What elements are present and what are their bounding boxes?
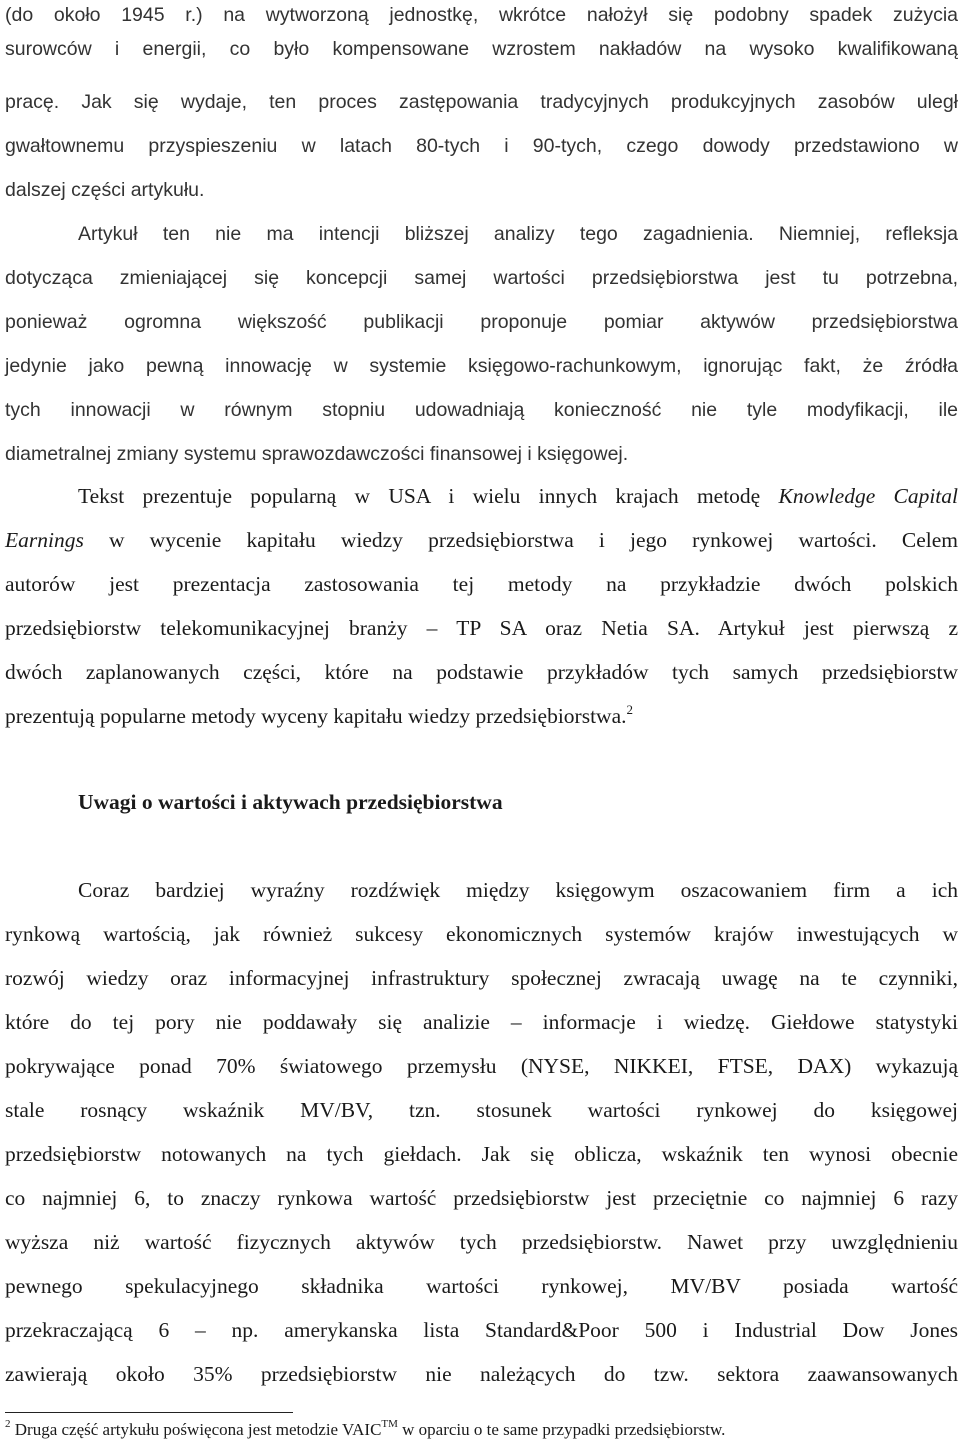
footnote-text: Druga część artykułu poświęcona jest metodzie VAIC — [14, 1420, 382, 1439]
footnote — [5, 1418, 725, 1442]
paragraph-3-line — [5, 525, 958, 555]
paragraph-4-line: Coraz bardziej wyraźny rozdźwięk między księgowym oszacowaniem firm a ich — [78, 878, 958, 902]
paragraph-4-line: wyższa niż wartość fizycznych aktywów tych przedsiębiorstw. Nawet przy uwzględnieniu — [5, 1230, 958, 1254]
paragraph-3-line: dwóch zaplanowanych części, które na podstawie przykładów tych samych przedsiębiorstw — [5, 660, 958, 684]
paragraph-intro-line: surowców i energii, co było kompensowane wzrostem nakładów na wysoko kwalifikowaną — [5, 38, 958, 60]
footnote-separator — [5, 1412, 293, 1413]
footnote-reference[interactable]: 2 — [626, 702, 633, 717]
paragraph-4-line: rozwój wiedzy oraz informacyjnej infrastruktury społecznej zwracają uwagę na te czynniki, — [5, 966, 958, 990]
paragraph-3-text: w wycenie kapitału wiedzy przedsiębiorstwa i jego rynkowej wartości. Celem — [109, 528, 958, 552]
footnote-number: 2 — [5, 1418, 11, 1430]
method-name: Earnings — [5, 528, 84, 552]
paragraph-2-line: diametralnej zmiany systemu sprawozdawczości finansowej i księgowej. — [5, 443, 629, 465]
paragraph-3-text: Tekst prezentuje popularną w USA i wielu innych krajach metodę — [78, 484, 761, 508]
paragraph-3-last-line — [5, 701, 958, 731]
paragraph-4-line: zawierają około 35% przedsiębiorstw nie należących do tzw. sektora zaawansowanych — [5, 1362, 958, 1386]
paragraph-4-line: które do tej pory nie poddawały się analizie – informacje i wiedzę. Giełdowe statystyki — [5, 1010, 958, 1034]
paragraph-2-line: jedynie jako pewną innowację w systemie księgowo-rachunkowym, ignorując fakt, że źródła — [5, 355, 958, 377]
paragraph-2-line: ponieważ ogromna większość publikacji proponuje pomiar aktywów przedsiębiorstwa — [5, 311, 958, 333]
section-heading: Uwagi o wartości i aktywach przedsiębiorstwa — [78, 790, 503, 814]
paragraph-4-line: pewnego spekulacyjnego składnika wartości rynkowej, MV/BV posiada wartość — [5, 1274, 958, 1298]
footnote-text: w oparciu o te same przypadki przedsiębiorstw. — [397, 1420, 726, 1439]
paragraph-4-line: pokrywające ponad 70% światowego przemysłu (NYSE, NIKKEI, FTSE, DAX) wykazują — [5, 1054, 958, 1078]
trademark-symbol: TM — [381, 1418, 398, 1430]
paragraph-4-line: przedsiębiorstw notowanych na tych giełdach. Jak się oblicza, wskaźnik ten wynosi obecnie — [5, 1142, 958, 1166]
paragraph-3-line: autorów jest prezentacja zastosowania tej metody na przykładzie dwóch polskich — [5, 572, 958, 596]
paragraph-3-line: przedsiębiorstw telekomunikacyjnej branży – TP SA oraz Netia SA. Artykuł jest pierwszą z — [5, 616, 958, 640]
paragraph-2-line: dotycząca zmieniającej się koncepcji samej wartości przedsiębiorstwa jest tu potrzebna, — [5, 267, 958, 289]
paragraph-2-sentence: Artykuł ten nie ma intencji bliższej analizy tego zagadnienia. — [78, 223, 754, 245]
paragraph-4-line: stale rosnący wskaźnik MV/BV, tzn. stosunek wartości rynkowej do księgowej — [5, 1098, 958, 1122]
paragraph-2-sentence: Niemniej, refleksja — [778, 223, 959, 245]
paragraph-intro-line: (do około 1945 r.) na wytworzoną jednostkę, wkrótce nałożył się podobny spadek zużycia — [5, 4, 958, 26]
method-name: Knowledge Capital — [778, 484, 959, 508]
paragraph-2-first-line — [78, 219, 958, 249]
paragraph-intro-line: dalszej części artykułu. — [5, 179, 205, 201]
paragraph-4-line: co najmniej 6, to znaczy rynkowa wartość przedsiębiorstw jest przeciętnie co najmniej 6 razy — [5, 1186, 958, 1210]
paragraph-4-line: rynkową wartością, jak również sukcesy ekonomicznych systemów krajów inwestujących w — [5, 922, 958, 946]
paragraph-2-line: tych innowacji w równym stopniu udowadniają konieczność nie tyle modyfikacji, ile — [5, 399, 958, 421]
paragraph-intro-line: pracę. Jak się wydaje, ten proces zastępowania tradycyjnych produkcyjnych zasobów uległ — [5, 91, 958, 113]
paragraph-3-first-line — [78, 481, 958, 511]
paragraph-3-text: prezentują popularne metody wyceny kapitału wiedzy przedsiębiorstwa. — [5, 704, 627, 728]
paragraph-4-line: przekraczającą 6 – np. amerykanska lista Standard&Poor 500 i Industrial Dow Jones — [5, 1318, 958, 1342]
paragraph-intro-line: gwałtownemu przyspieszeniu w latach 80-tych i 90-tych, czego dowody przedstawiono w — [5, 135, 958, 157]
